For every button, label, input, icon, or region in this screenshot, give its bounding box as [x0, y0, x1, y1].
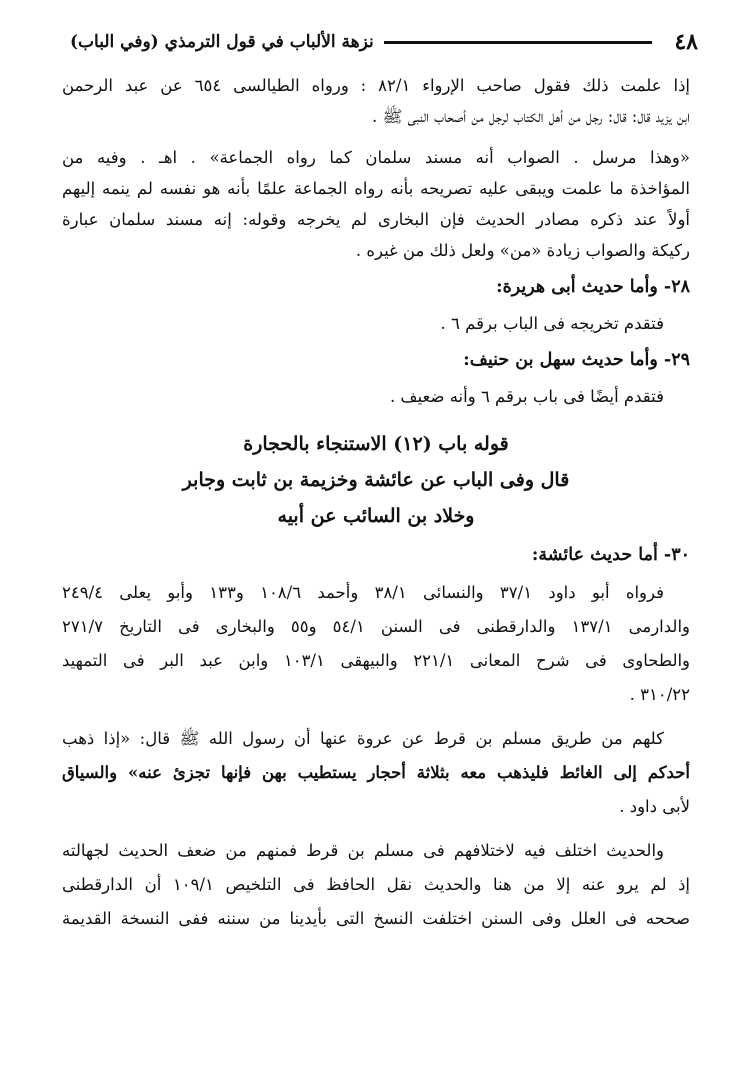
- text-line: فرواه أبو داود ٣٧/١ والنسائى ٣٨/١ وأحمد ١٠٨/٦ و١٣٣ وأبو يعلى ٢٤٩/٤: [62, 583, 665, 602]
- text-line: كلهم من طريق مسلم بن قرط عن عروة عنها أن رسول الله ﷺ قال: «إذا ذهب: [62, 729, 664, 748]
- running-title: نزهة الألباب في قول الترمذي (وفي الباب): [70, 32, 374, 52]
- text-line: والدارمى ١٣٧/١ والدارقطنى فى السنن ٥٤/١ و٥٥ والبخارى فى التاريخ ٢٧١/٧: [62, 617, 690, 636]
- paragraph-3: [62, 576, 690, 712]
- item-28-text: فتقدم تخريجه فى الباب برقم ٦ .: [440, 314, 664, 333]
- paragraph-1: [62, 70, 690, 132]
- chapter-heading-line: قوله باب (١٢) الاستنجاء بالحجارة: [243, 433, 509, 455]
- text-line: «وهذا مرسل . الصواب أنه مسند سلمان كما رواه الجماعة» . اهـ . وفيه من: [62, 148, 690, 167]
- text-line: إذا علمت ذلك فقول صاحب الإرواء ٨٢/١ : ورواه الطيالسى ٦٥٤ عن عبد الرحمن: [62, 76, 690, 95]
- paragraph-5: [62, 834, 690, 936]
- text-line: ٣١٠/٢٢ .: [629, 685, 690, 704]
- text-line: أحدكم إلى الغائط فليذهب معه بثلاثة أحجار يستطيب بهن فإنها تجزئ عنه» والسياق: [62, 763, 690, 782]
- text-line: لأبى داود .: [619, 797, 690, 816]
- page-body: [62, 70, 690, 936]
- text-line: أولاً عند ذكره مصادر الحديث فإن البخارى لم يخرجه وقوله: إنه مسند سلمان عبارة: [62, 210, 690, 229]
- text-line: ركيكة والصواب زيادة «من» ولعل ذلك من غيره .: [355, 241, 690, 260]
- chapter-heading: [62, 426, 690, 534]
- running-header: [70, 28, 698, 56]
- chapter-heading-line: وخلاد بن السائب عن أبيه: [277, 505, 475, 527]
- item-28-heading: ٢٨- وأما حديث أبى هريرة:: [496, 277, 690, 297]
- text-line: إذ لم يرو عنه إلا من هنا والحديث نقل الحافظ فى التلخيص ١٠٩/١ أن الدارقطنى: [62, 875, 690, 894]
- paragraph-4: [62, 722, 690, 824]
- item-29-heading: ٢٩- وأما حديث سهل بن حنيف:: [463, 350, 690, 370]
- chapter-heading-line: قال وفى الباب عن عائشة وخزيمة بن ثابت وجابر: [182, 469, 570, 491]
- page-number: ٤٨: [674, 29, 698, 55]
- text-line: ابن يزيد قال: قال: رجل من أهل الكتاب لرجل من أصحاب النبى ﷺ .: [371, 107, 690, 126]
- header-rule: [384, 41, 653, 44]
- item-29-text: فتقدم أيضًا فى باب برقم ٦ وأنه ضعيف .: [389, 387, 664, 406]
- text-line: والحديث اختلف فيه لاختلافهم فى مسلم بن قرط فمنهم من ضعف الحديث لجهالته: [62, 841, 664, 860]
- text-line: المؤاخذة ما علمت ويبقى عليه تصريحه بأنه رواه الجماعة علمًا بأنه هو نفسه لم ينمه إليهم: [62, 179, 690, 198]
- text-line: والطحاوى فى شرح المعانى ٢٢١/١ والبيهقى ١٠٣/١ وابن عبد البر فى التمهيد: [62, 651, 690, 670]
- item-30-heading: ٣٠- أما حديث عائشة:: [531, 545, 690, 565]
- text-line: صححه فى العلل وفى السنن اختلفت النسخ التى بأيدينا من سننه ففى النسخة القديمة: [62, 909, 690, 928]
- paragraph-2: [62, 142, 690, 266]
